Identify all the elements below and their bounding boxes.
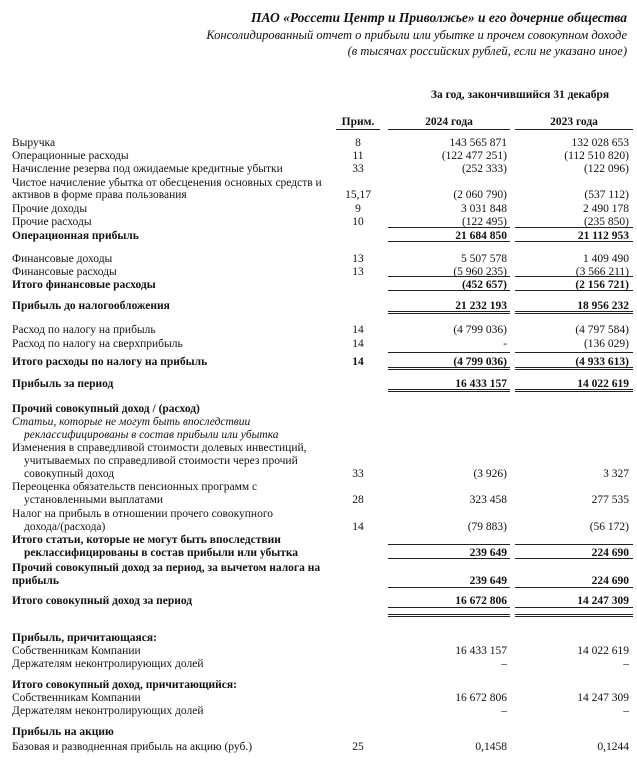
row-note: 28 — [352, 494, 364, 506]
row-label: Прочий совокупный доход / (расход) — [12, 403, 200, 415]
row-value-2024: (252 333) — [461, 163, 507, 175]
row-value-2024: 16 672 806 — [455, 692, 507, 704]
row-label: Переоценка обязательств пенсионных программ с — [12, 481, 258, 493]
row-label: Итого статьи, которые не могут быть впоследствии — [12, 534, 281, 546]
row-value-2023: 3 327 — [603, 468, 629, 480]
row-value-2024: (452 657) — [461, 279, 507, 291]
subtotal-rule — [388, 544, 510, 545]
row-label: Изменения в справедливой стоимости долевых инвестиций, — [12, 442, 307, 454]
row-value-2024: (79 883) — [467, 521, 507, 533]
row-label: учитываемых по справедливой стоимости через прочий — [24, 455, 298, 467]
row-label: Итого расходы по налогу на прибыль — [12, 356, 208, 368]
double-underline — [388, 311, 510, 314]
row-label: Собственникам Компании — [12, 645, 141, 657]
row-label: Прибыль до налогообложения — [12, 300, 170, 312]
row-note: 15,17 — [345, 189, 371, 201]
double-underline — [515, 614, 633, 617]
row-value-2023: (235 850) — [583, 216, 629, 228]
row-value-2023: (4 933 613) — [575, 356, 629, 368]
row-value-2024: 3 031 848 — [461, 203, 507, 215]
row-value-2024: (122 495) — [461, 216, 507, 228]
row-label: Расход по налогу на сверхприбыль — [12, 338, 183, 350]
row-label: Начисление резерва под ожидаемые кредитные убытки — [12, 163, 283, 175]
row-value-2024: – — [501, 658, 507, 670]
row-label: Прибыль за период — [12, 378, 114, 390]
row-value-2023: 132 028 653 — [571, 137, 629, 149]
period-header: За год, закончившийся 31 декабря — [430, 89, 610, 101]
row-value-2024: 239 649 — [469, 547, 507, 559]
row-label: Финансовые доходы — [12, 253, 113, 265]
row-value-2024: (4 799 036) — [453, 356, 507, 368]
row-value-2024: (4 799 036) — [453, 324, 507, 336]
units-note: (в тысячах российских рублей, если не указано иное) — [347, 44, 627, 58]
subtotal-rule — [515, 587, 633, 588]
row-value-2024: 21 232 193 — [455, 300, 507, 312]
row-value-2024: - — [503, 338, 507, 350]
subtotal-rule — [515, 607, 633, 608]
row-label: Финансовые расходы — [12, 266, 117, 278]
row-value-2024: (3 926) — [473, 468, 507, 480]
row-value-2023: – — [623, 705, 629, 717]
row-label: Собственникам Компании — [12, 692, 141, 704]
subtotal-rule — [515, 290, 633, 291]
row-label: Выручка — [12, 137, 56, 149]
row-label: Расход по налогу на прибыль — [12, 324, 156, 336]
note-column-header: Прим. — [336, 116, 380, 130]
row-label: совокупный доход — [24, 468, 115, 480]
row-value-2023: (2 156 721) — [575, 279, 629, 291]
double-underline — [515, 367, 633, 370]
row-note: 11 — [352, 150, 364, 162]
row-value-2023: 18 956 232 — [577, 300, 629, 312]
subtotal-rule — [515, 352, 633, 353]
row-value-2024: – — [501, 705, 507, 717]
row-value-2023: (122 096) — [583, 163, 629, 175]
subtotal-rule — [515, 558, 633, 559]
row-value-2023: – — [623, 658, 629, 670]
row-label: реклассифицированы в состав прибыли или убытка — [24, 429, 279, 441]
row-value-2024: (2 060 790) — [453, 189, 507, 201]
year-2023-column-header: 2023 года — [515, 116, 633, 130]
row-label: Прочий совокупный доход за период, за вычетом налога на — [12, 562, 321, 574]
row-label: Держателям неконтролирующих долей — [12, 658, 204, 670]
row-label: Итого совокупный доход за период — [12, 595, 193, 607]
row-note: 25 — [352, 741, 364, 753]
row-value-2023: 224 690 — [591, 547, 629, 559]
row-value-2023: 14 022 619 — [577, 645, 629, 657]
row-label: активов в форме права пользования — [12, 189, 187, 201]
row-note: 14 — [352, 521, 364, 533]
row-value-2023: 21 112 953 — [577, 230, 629, 242]
double-underline — [515, 311, 633, 314]
year-2024-column-header: 2024 года — [388, 116, 510, 130]
row-label: Держателям неконтролирующих долей — [12, 705, 204, 717]
row-note: 13 — [352, 266, 364, 278]
row-value-2023: 277 535 — [591, 494, 629, 506]
row-note: 10 — [352, 216, 364, 228]
row-value-2023: (112 510 820) — [564, 150, 629, 162]
row-label: Базовая и разводненная прибыль на акцию (руб.) — [12, 741, 253, 753]
row-label: Прочие расходы — [12, 216, 92, 228]
subtotal-rule — [388, 587, 510, 588]
row-label: Статьи, которые не могут быть впоследствии — [12, 416, 251, 428]
row-value-2023: 14 247 309 — [577, 692, 629, 704]
subtotal-rule — [515, 241, 633, 242]
double-underline — [515, 389, 633, 392]
row-label: Итого финансовые расходы — [12, 279, 156, 291]
row-value-2024: 323 458 — [469, 494, 507, 506]
double-underline — [388, 389, 510, 392]
subtotal-rule — [515, 227, 633, 228]
row-value-2023: 224 690 — [591, 575, 629, 587]
double-underline — [388, 367, 510, 370]
row-note: 9 — [355, 203, 361, 215]
company-title: ПАО «Россети Центр и Приволжье» и его дочерние общества — [251, 10, 627, 25]
row-label: установленными выплатами — [24, 494, 164, 506]
row-label: Прочие доходы — [12, 203, 88, 215]
row-label: Операционная прибыль — [12, 230, 139, 242]
subtotal-rule — [388, 558, 510, 559]
row-value-2024: 16 433 157 — [455, 378, 507, 390]
row-value-2024: 5 507 578 — [461, 253, 507, 265]
row-value-2023: 0,1244 — [597, 741, 629, 753]
subtotal-rule — [388, 607, 510, 608]
row-value-2024: 16 433 157 — [455, 645, 507, 657]
row-value-2024: (122 477 251) — [441, 150, 507, 162]
row-value-2023: 14 247 309 — [577, 595, 629, 607]
row-value-2023: (3 566 211) — [575, 266, 629, 278]
row-value-2023: (56 172) — [589, 521, 629, 533]
row-value-2023: (537 112) — [584, 189, 629, 201]
row-value-2024: (5 960 235) — [453, 266, 507, 278]
subtotal-rule — [515, 276, 633, 277]
row-label: дохода/(расхода) — [24, 521, 106, 533]
row-value-2024: 0,1458 — [475, 741, 507, 753]
row-note: 14 — [352, 356, 364, 368]
row-label: Прибыль, причитающаяся: — [12, 632, 157, 644]
row-label: Операционные расходы — [12, 150, 129, 162]
row-label: Итого совокупный доход, причитающийся: — [12, 679, 237, 691]
subtotal-rule — [388, 241, 510, 242]
subtotal-rule — [388, 227, 510, 228]
report-title: Консолидированный отчет о прибыли или убытке и прочем совокупном доходе — [206, 28, 627, 42]
row-value-2023: 14 022 619 — [577, 378, 629, 390]
row-label: Налог на прибыль в отношении прочего совокупного — [12, 508, 274, 520]
row-value-2023: (4 797 584) — [575, 324, 629, 336]
row-note: 33 — [352, 163, 364, 175]
row-value-2024: 21 684 850 — [455, 230, 507, 242]
row-value-2023: (136 029) — [583, 338, 629, 350]
row-note: 13 — [352, 253, 364, 265]
double-underline — [388, 614, 510, 617]
row-note: 8 — [355, 137, 361, 149]
row-value-2024: 239 649 — [469, 575, 507, 587]
row-value-2023: 1 409 490 — [583, 253, 629, 265]
row-note: 14 — [352, 338, 364, 350]
subtotal-rule — [515, 544, 633, 545]
subtotal-rule — [388, 290, 510, 291]
row-note: 33 — [352, 468, 364, 480]
row-label: Чистое начисление убытка от обесценения основных средств и — [12, 177, 322, 189]
row-label: Прибыль на акцию — [12, 726, 114, 738]
row-label: реклассифицированы в состав прибыли или убытка — [24, 547, 299, 559]
row-label: прибыль — [12, 575, 59, 587]
subtotal-rule — [388, 352, 510, 353]
row-value-2024: 143 565 871 — [449, 137, 507, 149]
row-value-2024: 16 672 806 — [455, 595, 507, 607]
row-value-2023: 2 490 178 — [583, 203, 629, 215]
subtotal-rule — [388, 276, 510, 277]
row-note: 14 — [352, 324, 364, 336]
